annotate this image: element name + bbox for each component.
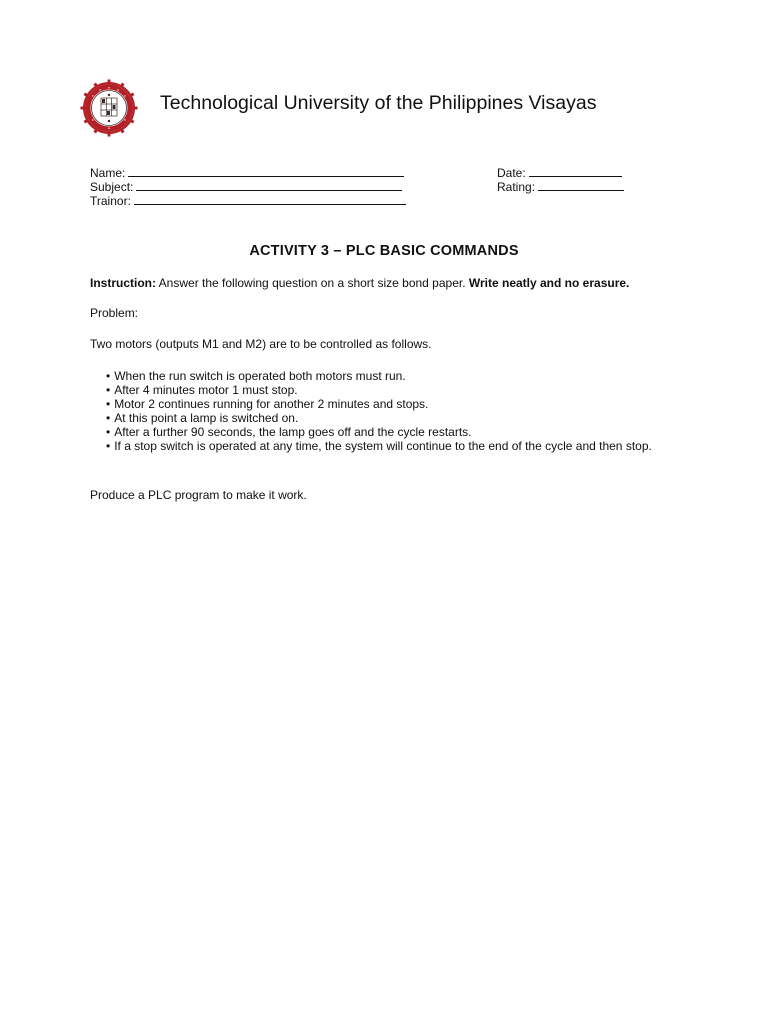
instruction-paragraph [90, 276, 629, 290]
subject-blank-line [136, 180, 402, 191]
trainor-label: Trainor: [90, 194, 131, 208]
list-item [106, 369, 652, 383]
rating-label: Rating: [497, 180, 536, 194]
university-name: Technological University of the Philippines Visayas [160, 92, 597, 114]
date-blank-line [529, 166, 622, 177]
bullet-icon: • [106, 425, 111, 439]
bullet-icon: • [106, 439, 111, 453]
list-item [106, 425, 652, 439]
trainor-blank-line [134, 194, 406, 205]
list-item-text: At this point a lamp is switched on. [114, 411, 299, 425]
activity-title: ACTIVITY 3 – PLC BASIC COMMANDS [249, 243, 519, 259]
closing-instruction: Produce a PLC program to make it work. [90, 488, 307, 502]
university-seal-icon [80, 79, 138, 137]
rating-field [497, 180, 624, 194]
list-item-text: When the run switch is operated both motors must run. [114, 369, 406, 383]
instruction-label: Instruction: [90, 276, 156, 290]
list-item [106, 383, 652, 397]
name-blank-line [128, 166, 404, 177]
requirements-list [106, 369, 652, 453]
instruction-emphasis: Write neatly and no erasure. [468, 276, 630, 290]
subject-label: Subject: [90, 180, 134, 194]
list-item [106, 439, 652, 453]
list-item [106, 411, 652, 425]
bullet-icon: • [106, 397, 111, 411]
list-item-text: Motor 2 continues running for another 2 minutes and stops. [114, 397, 429, 411]
problem-intro: Two motors (outputs M1 and M2) are to be controlled as follows. [90, 337, 432, 351]
date-field [497, 166, 622, 180]
list-item-text: If a stop switch is operated at any time, the system will continue to the end of the cycle and then stop. [114, 439, 652, 453]
rating-blank-line [538, 180, 624, 191]
problem-label: Problem: [90, 306, 139, 320]
header-logo [80, 78, 138, 138]
instruction-text: Answer the following question on a short size bond paper. [156, 276, 469, 290]
date-label: Date: [497, 166, 526, 180]
bullet-icon: • [106, 383, 111, 397]
list-item-text: After 4 minutes motor 1 must stop. [114, 383, 298, 397]
bullet-icon: • [106, 411, 111, 425]
bullet-icon: • [106, 369, 111, 383]
list-item [106, 397, 652, 411]
list-item-text: After a further 90 seconds, the lamp goes off and the cycle restarts. [114, 425, 472, 439]
trainor-field [90, 194, 406, 208]
subject-field [90, 180, 402, 194]
name-label: Name: [90, 166, 126, 180]
name-field [90, 166, 404, 180]
